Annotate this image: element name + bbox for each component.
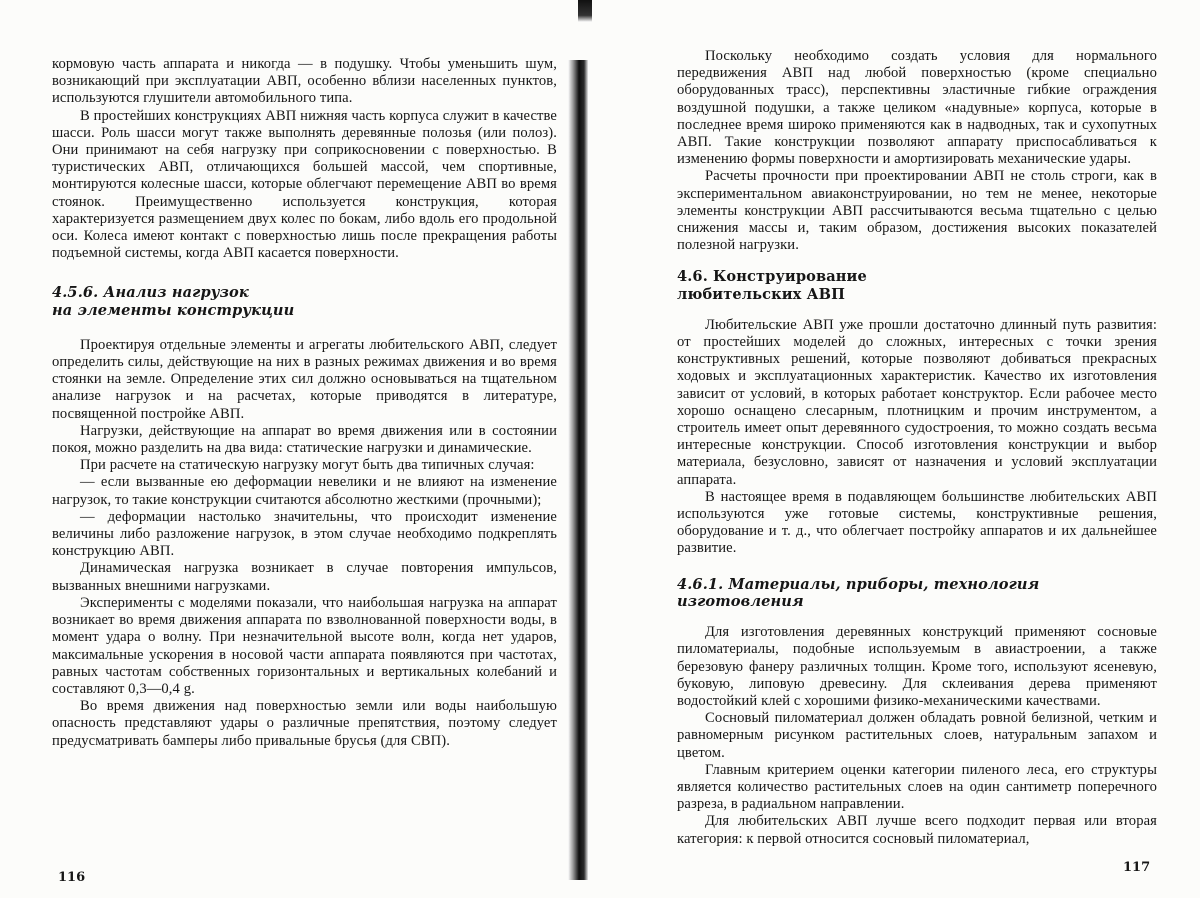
paragraph: Эксперименты с моделями показали, что наибольшая нагрузка на аппарат возникает во время движения аппарата по взволнованной поверхности воды, в момент удара о волну. При незначительной высоте волн, когда нет ударов, максимальные ускорения в носовой части аппарата появляются при частотах, равных частотам собственных горизонтальных и вертикальных колебаний и составляют 0,3—0,4 g. — [52, 594, 557, 697]
paragraph: Любительские АВП уже прошли достаточно длинный путь развития: от простейших моделей до сложных, интересных с точки зрения конструктивных решений, которые позволяют добиваться прекрасных ходовых и эксплуатационных характеристик. Качество их изготовления зависит от условий, в которых работает конструктор. Если рабочее место хорошо оснащено слесарным, плотницким и прочим инструментом, а строитель имеет опыт деревянного судостроения, то можно создать весьма интересные конструкции. Способ изготовления конструкции и выбор материала, безусловно, зависят от назначения и условий эксплуатации аппарата. — [677, 316, 1157, 488]
right-page — [590, 0, 1200, 898]
page-number: 116 — [58, 870, 86, 885]
paragraph: Поскольку необходимо создать условия для нормального передвижения АВП над любой поверхностью (кроме специально оборудованных трасс), перспективны эластичные гибкие ограждения воздушной подушки, а также целиком «надувные» корпуса, которые в последнее время широко применяются как в надводных, так и сухопутных АВП. Такие конструкции позволяют аппарату приспосабливаться к изменению формы поверхности и амортизировать механические удары. — [677, 48, 1157, 168]
page-number: 117 — [1123, 860, 1151, 875]
right-text-column — [677, 48, 1157, 848]
section-heading-line: любительских АВП — [677, 285, 845, 303]
paragraph: Расчеты прочности при проектировании АВП не столь строги, как в экспериментальном авиаконструировании, но тем не менее, некоторые элементы конструкции АВП рассчитываются весьма тщательно с целью снижения массы и, таким образом, достижения высоких показателей полезной нагрузки. — [677, 168, 1157, 254]
paragraph: Проектируя отдельные элементы и агрегаты любительского АВП, следует определить силы, действующие на них в разных режимах движения и во время стоянки на земле. Определение этих сил должно основываться на тщательном анализе нагрузок и на расчетах, которые приводятся в литературе, посвященной постройке АВП. — [52, 336, 557, 422]
paragraph: Нагрузки, действующие на аппарат во время движения или в состоянии покоя, можно разделить на два вида: статические нагрузки и динамические. — [52, 422, 557, 457]
paragraph: Для изготовления деревянных конструкций применяют сосновые пиломатериалы, подобные используемым в авиастроении, а также березовую фанеру различных толщин. Кроме того, используют ясеневую, буковую, липовую древесину. Для склеивания дерева применяют водостойкий клей с хорошими физико-механическими качествами. — [677, 624, 1157, 709]
book-gutter-shadow — [568, 60, 588, 880]
section-heading-line: 4.6. Конструирование — [677, 268, 867, 286]
section-heading-line: на элементы конструкции — [52, 301, 295, 319]
paragraph: — если вызванные ею деформации невелики и не влияют на изменение нагрузок, то такие конструкции считаются абсолютно жесткими (прочными); — [52, 474, 557, 508]
subsection-heading-line: изготовления — [677, 592, 804, 610]
paragraph: Главным критерием оценки категории пиленого леса, его структуры является количество растительных слоев на один сантиметр поперечного разреза, в радиальном направлении. — [677, 761, 1157, 813]
paragraph: В настоящее время в подавляющем большинстве любительских АВП используются уже готовые системы, конструктивные решения, оборудование и т. д., что облегчает постройку аппаратов и их дальнейшее развитие. — [677, 488, 1157, 557]
paragraph: Для любительских АВП лучше всего подходит первая или вторая категория: к первой относится сосновый пиломатериал, — [677, 813, 1157, 847]
paragraph: В простейших конструкциях АВП нижняя часть корпуса служит в качестве шасси. Роль шасси могут также выполнять деревянные полозья (или полоз). Они принимают на себя нагрузку при соприкосновении с поверхностью. В туристических АВП, отличающихся большей массой, чем спортивные, монтируются колесные шасси, которые облегчают перемещение АВП во время стоянок. Преимущественно используется конструкция, которая характеризуется размещением двух колес по бокам, либо вдоль его продольной оси. Колеса имеют контакт с поверхностью лишь после прекращения работы подъемной системы, когда АВП касается поверхности. — [52, 107, 557, 262]
paragraph: Сосновый пиломатериал должен обладать ровной белизной, четким и равномерным рисунком растительных слоев, натуральным запахом и цветом. — [677, 710, 1157, 761]
paragraph: — деформации настолько значительны, что происходит изменение величины либо разложение нагрузок, в этом случае необходимо подкреплять конструкцию АВП. — [52, 508, 557, 560]
paragraph: Динамическая нагрузка возникает в случае повторения импульсов, вызванных внешними нагрузками. — [52, 560, 557, 594]
section-heading-line: 4.5.6. Анализ нагрузок — [52, 284, 249, 302]
paragraph: Во время движения над поверхностью земли или воды наибольшую опасность представляют удары о различные препятствия, поэтому следует предусматривать бамперы либо привальные брусья (для СВП). — [52, 698, 557, 749]
paragraph: При расчете на статическую нагрузку могут быть два типичных случая: — [80, 457, 535, 474]
subsection-heading-line: 4.6.1. Материалы, приборы, технология — [677, 575, 1040, 593]
left-text-column — [52, 56, 557, 750]
paragraph: кормовую часть аппарата и никогда — в подушку. Чтобы уменьшить шум, возникающий при эксплуатации АВП, особенно вблизи населенных пунктов, используются глушители автомобильного типа. — [52, 56, 557, 107]
left-page — [0, 0, 590, 898]
